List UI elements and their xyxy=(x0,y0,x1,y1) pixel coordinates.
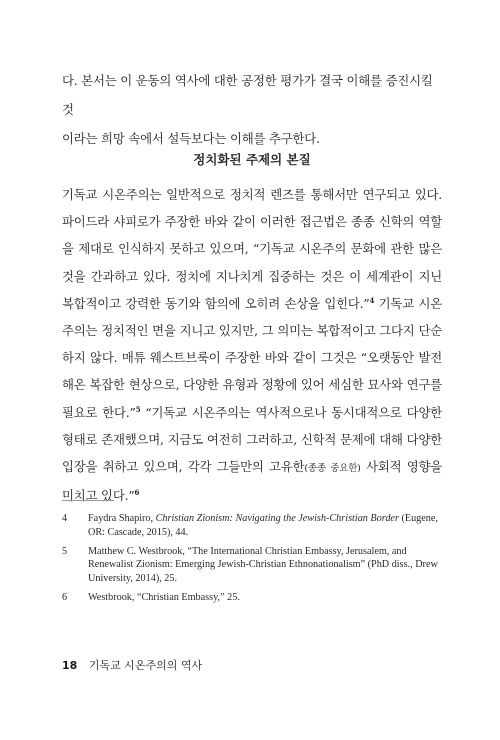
page-number: 18 xyxy=(62,659,78,672)
footnote-ref-4[interactable]: 4 xyxy=(369,295,375,305)
body-text-segment: 사회적 영향을 미치고 있다.” xyxy=(62,459,443,504)
body-paragraph xyxy=(62,181,442,509)
intro-paragraph xyxy=(62,66,442,153)
running-title: 기독교 시온주의의 역사 xyxy=(88,659,203,672)
section-heading: 정치화된 주제의 본질 xyxy=(193,152,311,167)
footnote-text: Matthew C. Westbrook, “The International Christian Embassy, Jerusalem, and Renewalist Zionism: Emerging Jewish-Christian Ethnonationalism” (PhD diss., Drew University, 2014), 25. xyxy=(88,545,438,585)
footnote-author: Faydra Shapiro, xyxy=(88,513,156,524)
parenthetical-note: (종종 중요한) xyxy=(304,463,361,475)
body-text-segment: 기독교 시온주의는 일반적으로 정치적 렌즈를 통해서만 연구되고 있다. 파이드라 샤피로가 주장한 바와 같이 이러한 접근법은 종종 신학의 역할을 제대로 인식하지 못하고 있으며, “기독교 시온주의 문화에 관한 많은 것을 간과하고 있다. 정치에 지나치게 집중하는 것은 이 세계관이 지닌 복합적이고 강력한 동기와 함의에 오히려 손상을 입힌다.” xyxy=(62,187,442,311)
page-footer xyxy=(62,657,202,673)
footnote-publication: (Eugene, OR: Cascade, 2015), 44. xyxy=(88,513,438,538)
footnotes xyxy=(62,512,447,610)
body-text-segment: “기독교 시온주의는 역사적으로나 동시대적으로 다양한 형태로 존재했으며, 지금도 여전히 그러하고, 신학적 문제에 대해 다양한 입장을 취하고 있으며, 각각 그들만의 고유한 xyxy=(62,404,442,475)
footnote-ref-6[interactable]: 6 xyxy=(134,488,140,498)
footnote-item xyxy=(62,512,447,540)
footnote-text: Westbrook, “Christian Embassy,” 25. xyxy=(88,591,240,603)
footnote-number: 6 xyxy=(62,591,68,603)
intro-line-1: 다. 본서는 이 운동의 역사에 대한 공정한 평가가 결국 이해를 증진시킬 것 xyxy=(62,73,433,117)
footnote-item xyxy=(62,545,447,586)
footnote-divider xyxy=(62,500,114,501)
intro-line-2: 이라는 희망 속에서 설득보다는 이해를 추구한다. xyxy=(62,131,320,146)
footnote-number: 5 xyxy=(62,545,68,557)
footnote-book-title: Christian Zionism: Navigating the Jewish-Christian Border xyxy=(155,513,399,524)
footnote-item xyxy=(62,591,447,605)
footnote-number: 4 xyxy=(62,513,68,524)
footnote-text xyxy=(88,512,447,540)
footnote-ref-5[interactable]: 5 xyxy=(135,404,141,414)
body-text-segment: 기독교 시온주의는 정치적인 면을 지니고 있지만, 그 의미는 복합적이고 그다지 단순하지 않다. 매튜 웨스트브룩이 주장한 바와 같이 그것은 “오랫동안 발전해온 복잡한 현상으로, 다양한 유형과 정황에 있어 세심한 묘사와 연구를 필요로 한다.” xyxy=(62,295,442,420)
